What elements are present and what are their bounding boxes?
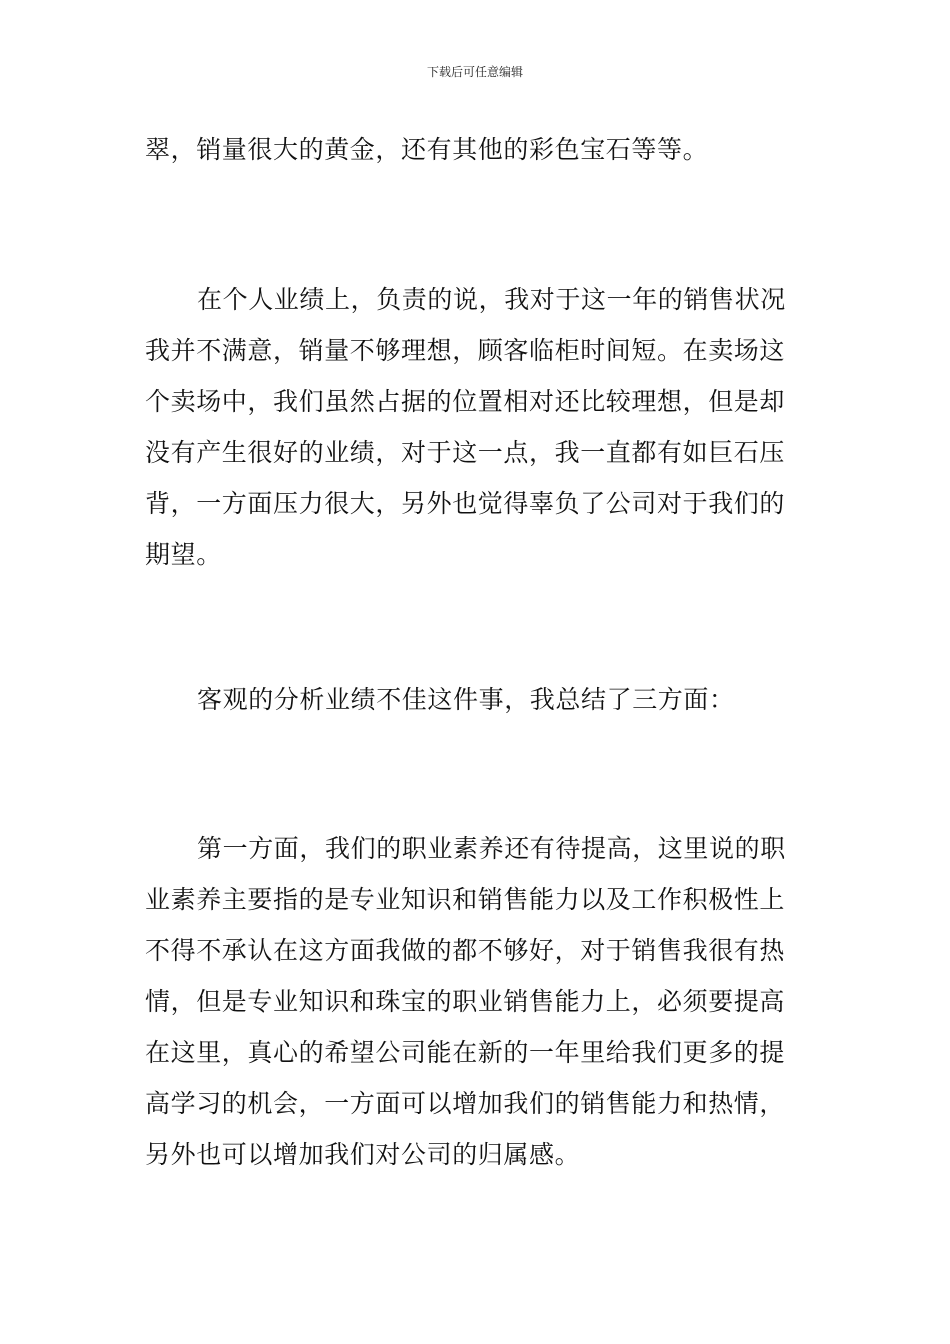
paragraph-first-aspect <box>145 823 807 1180</box>
paragraph-line: 另外也可以增加我们对公司的归属感。 <box>145 1140 581 1169</box>
paragraph-line: 业素养主要指的是专业知识和销售能力以及工作积极性上 <box>145 885 786 914</box>
paragraph-line: 翠，销量很大的黄金，还有其他的彩色宝石等等。 <box>145 135 709 164</box>
page-header: 下载后可任意编辑 <box>426 65 523 79</box>
paragraph-line: 个卖场中，我们虽然占据的位置相对还比较理想，但是却 <box>145 387 786 416</box>
paragraph-line: 情，但是专业知识和珠宝的职业销售能力上，必须要提高 <box>145 987 786 1016</box>
paragraph-line: 没有产生很好的业绩，对于这一点，我一直都有如巨石压 <box>145 438 786 467</box>
paragraph-line: 在这里，真心的希望公司能在新的一年里给我们更多的提 <box>145 1038 786 1067</box>
paragraph-line: 不得不承认在这方面我做的都不够好，对于销售我很有热 <box>145 936 786 965</box>
paragraph-personal-performance <box>145 274 807 580</box>
paragraph-line: 在个人业绩上，负责的说，我对于这一年的销售状况 <box>197 285 786 314</box>
paragraph-line: 客观的分析业绩不佳这件事，我总结了三方面： <box>197 685 735 714</box>
paragraph-line: 背，一方面压力很大，另外也觉得辜负了公司对于我们的 <box>145 489 786 518</box>
paragraph-continuation <box>145 124 807 175</box>
paragraph-line: 期望。 <box>145 540 222 569</box>
paragraph-line: 第一方面，我们的职业素养还有待提高，这里说的职 <box>197 834 786 863</box>
paragraph-line: 高学习的机会，一方面可以增加我们的销售能力和热情， <box>145 1089 786 1118</box>
paragraph-line: 我并不满意，销量不够理想，顾客临柜时间短。在卖场这 <box>145 336 786 365</box>
paragraph-analysis-intro <box>145 674 807 725</box>
